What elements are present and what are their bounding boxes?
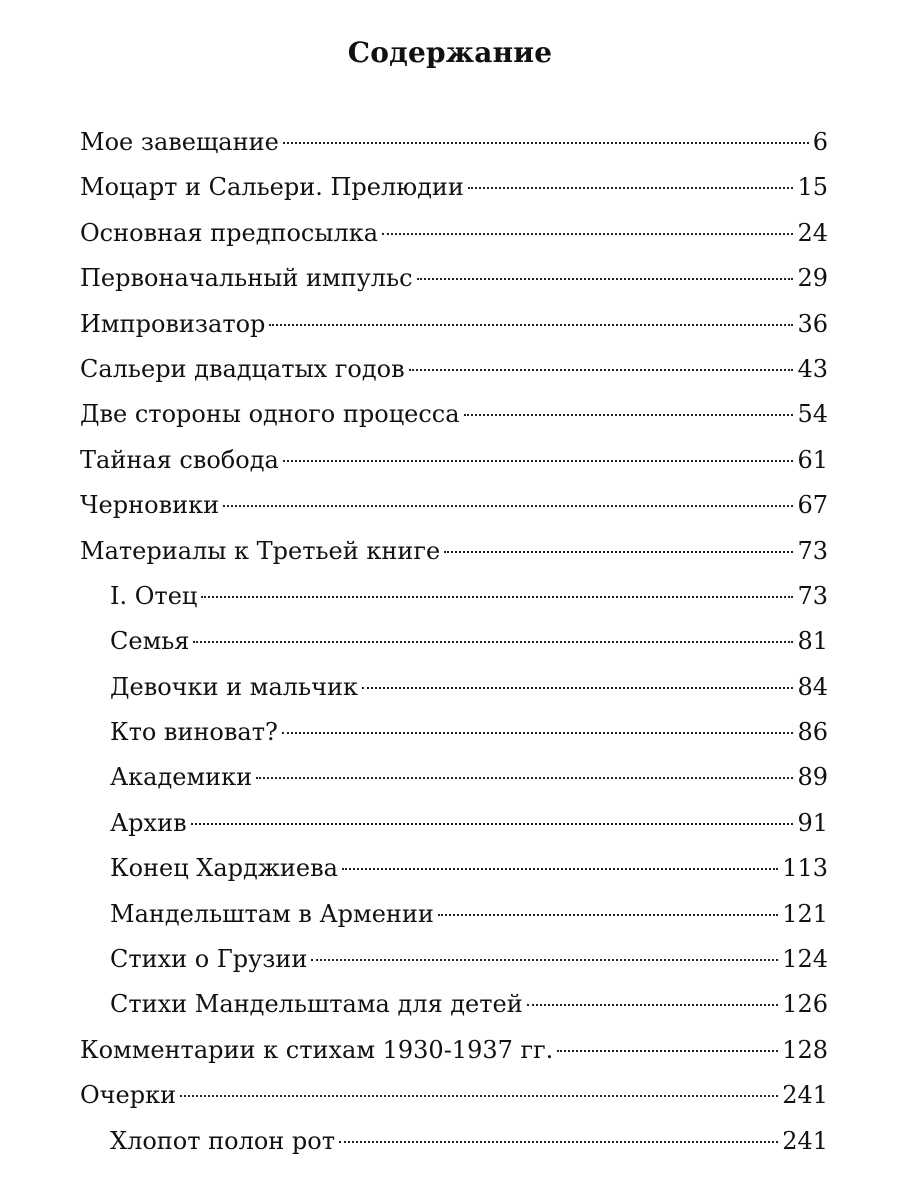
- toc-entry-page-number: 29: [797, 264, 828, 293]
- toc-entry-title: Академики: [110, 763, 253, 792]
- dot-leader: [283, 460, 794, 462]
- toc-entry[interactable]: [80, 392, 828, 437]
- toc-entry[interactable]: [80, 347, 828, 392]
- toc-entry-page-number: 86: [797, 718, 828, 747]
- toc-entry[interactable]: [80, 165, 828, 210]
- dot-leader: [444, 551, 793, 553]
- toc-entry[interactable]: [80, 438, 828, 483]
- dot-leader: [468, 187, 794, 189]
- toc-entry[interactable]: [80, 801, 828, 846]
- toc-entry-page-number: 67: [797, 491, 828, 520]
- toc-entry-page-number: 113: [782, 854, 828, 883]
- toc-entry-page-number: 91: [797, 808, 828, 837]
- dot-leader: [223, 505, 793, 507]
- toc-entry-page-number: 89: [797, 763, 828, 792]
- toc-entry[interactable]: [80, 211, 828, 256]
- toc-entry-title: Мандельштам в Армении: [110, 899, 434, 928]
- toc-entry[interactable]: [80, 256, 828, 301]
- toc-entry-title: Материалы к Третьей книге: [80, 536, 441, 565]
- dot-leader: [557, 1050, 778, 1052]
- toc-entry[interactable]: [80, 483, 828, 528]
- toc-entry[interactable]: [80, 937, 828, 982]
- toc-entry-page-number: 73: [797, 581, 828, 610]
- toc-entry-title: Семья: [110, 627, 190, 656]
- dot-leader: [283, 142, 809, 144]
- toc-entry-page-number: 241: [782, 1126, 828, 1155]
- toc-entry-page-number: 126: [782, 990, 828, 1019]
- table-of-contents: [80, 120, 828, 1164]
- dot-leader: [464, 414, 794, 416]
- dot-leader: [339, 1141, 778, 1143]
- toc-entry-page-number: 124: [782, 945, 828, 974]
- toc-entry[interactable]: [80, 892, 828, 937]
- toc-entry-title: Первоначальный импульс: [80, 264, 413, 293]
- toc-entry-title: Сальери двадцатых годов: [80, 354, 405, 383]
- toc-entry-title: Архив: [110, 808, 187, 837]
- toc-entry-page-number: 121: [782, 899, 828, 928]
- toc-entry-page-number: 15: [797, 173, 828, 202]
- toc-entry[interactable]: [80, 1028, 828, 1073]
- toc-entry-page-number: 36: [797, 309, 828, 338]
- toc-entry-page-number: 61: [797, 445, 828, 474]
- dot-leader: [201, 596, 793, 598]
- dot-leader: [269, 324, 793, 326]
- dot-leader: [311, 959, 778, 961]
- toc-entry-title: Конец Харджиева: [110, 854, 338, 883]
- toc-entry[interactable]: [80, 846, 828, 891]
- toc-entry[interactable]: [80, 302, 828, 347]
- toc-entry-title: Импровизатор: [80, 309, 266, 338]
- toc-entry[interactable]: [80, 665, 828, 710]
- dot-leader: [180, 1095, 778, 1097]
- dot-leader: [417, 278, 794, 280]
- toc-entry-title: Две стороны одного процесса: [80, 400, 460, 429]
- toc-entry[interactable]: [80, 1119, 828, 1164]
- dot-leader: [342, 868, 778, 870]
- toc-entry[interactable]: [80, 120, 828, 165]
- toc-entry-title: I. Отец: [110, 581, 198, 610]
- toc-entry[interactable]: [80, 529, 828, 574]
- toc-entry-title: Стихи Мандельштама для детей: [110, 990, 523, 1019]
- dot-leader: [527, 1004, 778, 1006]
- dot-leader: [193, 641, 793, 643]
- toc-entry-title: Хлопот полон рот: [110, 1126, 335, 1155]
- toc-entry[interactable]: [80, 755, 828, 800]
- dot-leader: [382, 233, 793, 235]
- toc-entry-title: Кто виноват?: [110, 718, 278, 747]
- toc-entry-page-number: 43: [797, 354, 828, 383]
- toc-entry-title: Мое завещание: [80, 128, 279, 156]
- dot-leader: [282, 732, 794, 734]
- dot-leader: [409, 369, 794, 371]
- toc-entry[interactable]: [80, 1073, 828, 1118]
- toc-entry-page-number: 84: [797, 672, 828, 701]
- toc-entry-title: Девочки и мальчик: [110, 672, 358, 701]
- toc-entry[interactable]: [80, 710, 828, 755]
- dot-leader: [362, 687, 794, 689]
- toc-entry-title: Стихи о Грузии: [110, 945, 308, 974]
- toc-entry[interactable]: [80, 982, 828, 1027]
- dot-leader: [256, 777, 793, 779]
- toc-entry-page-number: 54: [797, 400, 828, 429]
- toc-entry[interactable]: [80, 619, 828, 664]
- toc-entry-title: Очерки: [80, 1081, 177, 1110]
- page-title: Содержание: [347, 36, 553, 69]
- toc-entry-page-number: 241: [782, 1081, 828, 1110]
- toc-entry[interactable]: [80, 574, 828, 619]
- toc-entry-title: Тайная свобода: [80, 445, 279, 474]
- toc-entry-page-number: 24: [797, 218, 828, 247]
- toc-entry-page-number: 81: [797, 627, 828, 656]
- toc-entry-title: Комментарии к стихам 1930-1937 гг.: [80, 1035, 554, 1064]
- toc-entry-page-number: 128: [782, 1035, 828, 1064]
- toc-entry-title: Моцарт и Сальери. Прелюдии: [80, 173, 464, 202]
- toc-entry-title: Черновики: [80, 491, 220, 520]
- dot-leader: [191, 823, 794, 825]
- toc-entry-page-number: 73: [797, 536, 828, 565]
- toc-entry-title: Основная предпосылка: [80, 218, 379, 247]
- toc-entry-page-number: 6: [812, 128, 828, 156]
- dot-leader: [438, 914, 778, 916]
